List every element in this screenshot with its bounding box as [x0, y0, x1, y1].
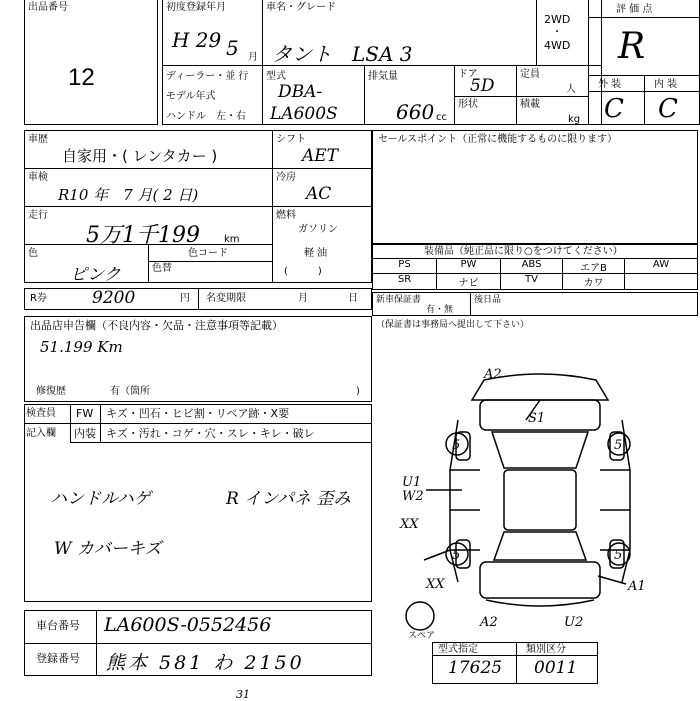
equipment-title: 装備品（純正品に限り○をつけてください） [424, 246, 623, 257]
history-value: 自家用・( レンタカー ) [62, 147, 218, 165]
exterior-label: 外 装 [598, 79, 622, 90]
equipment-item: ABS [521, 259, 542, 270]
mark-a2-bottom: A2 [480, 615, 498, 630]
inspector-note-2: R インパネ 歪み [226, 489, 351, 509]
shape-label: 形状 [458, 99, 478, 110]
score-label: 評 価 点 [616, 4, 653, 15]
reg-year: H 29 [172, 28, 222, 52]
class-value: 0011 [534, 658, 578, 678]
type-value-2: LA600S [270, 104, 338, 124]
capacity-label: 定員 [520, 69, 540, 80]
repair-close: ) [356, 386, 360, 397]
equipment-item: PW [460, 259, 477, 270]
fuel-paren: ( ) [284, 266, 322, 277]
mark-w2: W2 [402, 489, 424, 504]
repair-label: 修復歴 [36, 386, 66, 397]
displacement-label: 排気量 [368, 71, 398, 82]
interior-grade: C [658, 94, 678, 124]
car-outline-bumper [486, 600, 594, 606]
lot-number-box [24, 0, 158, 125]
reg-number-value: 熊本 581 わ 2150 [106, 652, 305, 674]
type-value-1: DBA- [278, 82, 323, 102]
month-unit: 月 [248, 52, 258, 63]
spec-label: 型式指定 [438, 644, 478, 655]
drive-dot: ・ [552, 27, 562, 38]
inspector-label-2: 記入欄 [26, 428, 56, 439]
mileage-unit: km [224, 234, 240, 245]
interior-label: 内 装 [654, 79, 678, 90]
fuel-gas: ガソリン [298, 224, 338, 235]
handle-label: ハンドル 左・右 [166, 111, 246, 122]
name-change-month: 月 [298, 293, 308, 304]
spare-label: スペア [408, 631, 436, 640]
car-outline-windshield [492, 432, 588, 468]
cooler-label: 冷房 [276, 172, 296, 183]
footer-mark: 31 [236, 688, 250, 701]
sales-points-box [372, 130, 698, 244]
chassis-label: 車台番号 [36, 619, 80, 632]
mark-xx-1: XX [400, 517, 419, 532]
cc-unit: cc [436, 112, 447, 123]
drive-2wd: 2WD [544, 13, 571, 26]
tire-rr-mark: 5 [614, 548, 623, 563]
mileage-value: 5万1千199 [86, 223, 200, 248]
name-change-day: 日 [348, 293, 358, 304]
name-change-label: 名変期限 [206, 293, 246, 304]
deadline-label: 後日品 [474, 295, 502, 305]
mark-s1: S1 [528, 411, 546, 426]
sales-points-label: セールスポイント（正常に機能するものに限ります） [378, 134, 618, 145]
spare-tire-circle [406, 602, 434, 630]
shift-label: シフト [276, 134, 306, 145]
color-label: 色 [28, 248, 38, 259]
recycle-value: 9200 [92, 288, 136, 308]
car-diagram [380, 360, 700, 640]
inspector-label-1: 検査員 [26, 408, 56, 419]
fw-items: キズ・凹石・ヒビ割・リペア跡・X要 [106, 407, 290, 420]
class-label: 類別区分 [526, 644, 566, 655]
equipment-item: SR [397, 274, 412, 285]
mark-a2-top: A2 [484, 367, 502, 382]
report-line1: 51.199 Km [40, 338, 123, 356]
first-reg-label: 初度登録年月 [166, 2, 226, 13]
car-outline-rear [480, 562, 600, 598]
fuel-light-oil: 軽 油 [304, 248, 328, 259]
name-grade: タント LSA 3 [272, 42, 413, 66]
int-items: キズ・汚れ・コゲ・穴・スレ・キレ・破レ [106, 427, 315, 440]
recycle-unit: 円 [180, 293, 190, 304]
equipment-item: カワ [583, 278, 604, 289]
warranty-value: 有・無 [426, 305, 454, 315]
int-label: 内装 [74, 427, 96, 440]
warranty-note: （保証書は事務局へ提出して下さい） [376, 320, 530, 330]
lot-number: 12 [68, 64, 95, 91]
mileage-label: 走行 [28, 210, 48, 221]
inspection-value: R10 年 7 月( 2 日) [58, 186, 199, 204]
door-value: 5D [470, 76, 495, 96]
drive-4wd: 4WD [544, 39, 571, 52]
repair-value: 有（箇所 [110, 386, 150, 397]
inspection-label: 車検 [28, 172, 48, 183]
displacement: 660 [396, 100, 435, 124]
equipment-item: PS [398, 259, 411, 270]
mark-xx-2: XX [426, 577, 445, 592]
warranty-label: 新車保証書 [376, 295, 422, 305]
equipment-item: ナビ [458, 278, 479, 289]
history-label: 車歴 [28, 134, 48, 145]
equipment-item: エアB [580, 263, 607, 274]
tire-fl-mark: 5 [452, 438, 461, 453]
cooler-value: AC [306, 184, 332, 204]
chassis-value: LA600S-0552456 [104, 614, 272, 636]
mark-u2: U2 [564, 615, 584, 630]
type-label: 型式 [266, 71, 286, 82]
tire-rl-mark: 5 [452, 548, 461, 563]
score: R [618, 26, 646, 67]
recycle-label: R券 [30, 293, 47, 304]
capacity-unit: 人 [566, 84, 576, 95]
fw-label: FW [76, 407, 94, 420]
door-label: ドア [458, 69, 478, 80]
reg-month: 5 [226, 36, 239, 60]
equipment-item: TV [525, 274, 538, 285]
spec-value: 17625 [448, 658, 503, 678]
mark-u1: U1 [402, 475, 422, 490]
tire-fr-mark: 5 [614, 438, 623, 453]
dealer-label: ディーラー・並 行 [166, 71, 249, 82]
model-year-label: モデル年式 [166, 91, 216, 102]
repaint-label: 色替 [152, 263, 172, 274]
equipment-item: AW [652, 259, 670, 270]
lot-number-label: 出品番号 [28, 2, 68, 13]
report-title: 出品店申告欄（不良内容・欠品・注意事項等記載） [30, 319, 283, 332]
shift-value: AET [302, 146, 339, 166]
inspector-note-3: W カバーキズ [54, 539, 162, 559]
name-grade-label: 車名・グレード [266, 2, 336, 13]
inspector-note-1: ハンドルハゲ [50, 489, 151, 509]
load-unit: kg [568, 114, 581, 125]
exterior-grade: C [604, 94, 624, 124]
car-outline-roof [504, 470, 576, 530]
reg-number-label: 登録番号 [36, 652, 80, 665]
color-value: ピンク [70, 265, 121, 285]
car-outline-rear-window [494, 532, 586, 560]
color-code-label: 色コード [188, 248, 228, 259]
load-label: 積載 [520, 99, 540, 110]
mark-a1: A1 [628, 579, 646, 594]
fuel-label: 燃料 [276, 210, 296, 221]
